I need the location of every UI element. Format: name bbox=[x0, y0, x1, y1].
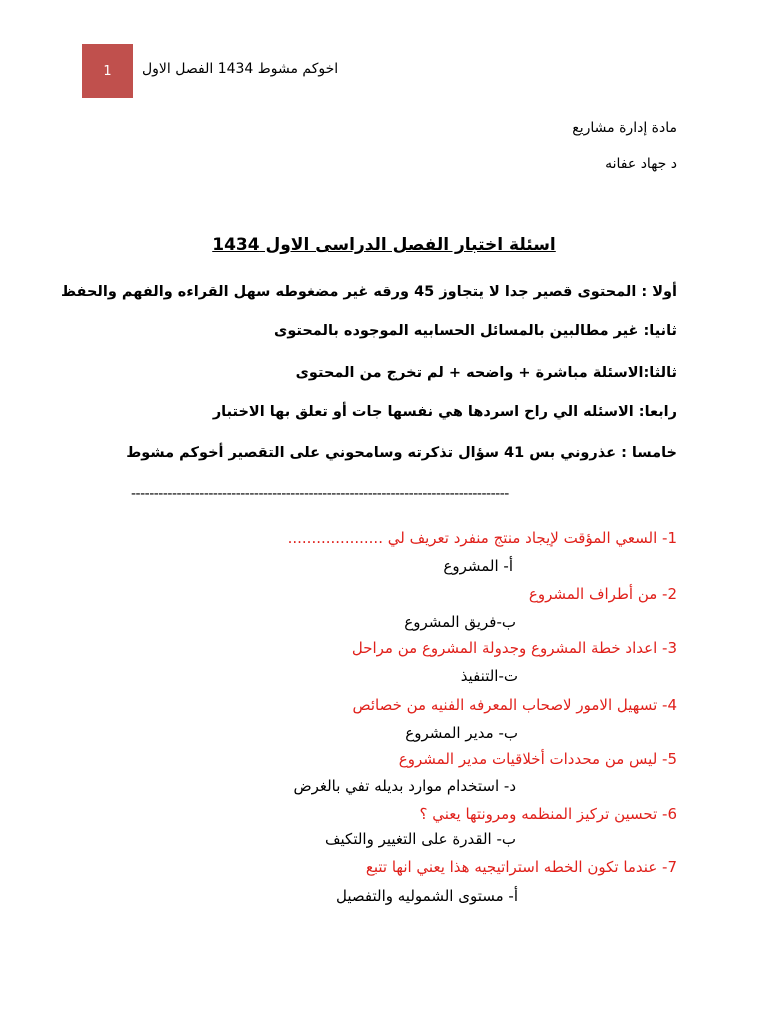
note-5: خامسا : عذروني بس 41 سؤال تذكرته وسامحوني على التقصير أخوكم مشوط bbox=[126, 445, 677, 461]
page-number-badge bbox=[82, 44, 133, 98]
answer-1: أ- المشروع bbox=[443, 557, 513, 575]
exam-title: اسئلة اختبار الفصل الدراسى الاول 1434 bbox=[212, 235, 556, 255]
answer-7: أ- مستوى الشموليه والتفصيل bbox=[336, 887, 518, 905]
answer-5: د- استخدام موارد بديله تفي بالغرض bbox=[293, 777, 516, 795]
note-1: أولا : المحتوى قصير جدا لا يتجاوز 45 ورقه غير مضغوطه سهل القراءه والفهم والحفظ bbox=[61, 284, 677, 300]
course-subject: مادة إدارة مشاريع bbox=[572, 120, 677, 136]
note-3: ثالثا:الاسئلة مباشرة + واضحه + لم تخرج من المحتوى bbox=[295, 365, 677, 381]
answer-3: ت-التنفيذ bbox=[460, 667, 518, 685]
answer-6: ب- القدرة على التغيير والتكيف bbox=[324, 830, 516, 848]
note-4: رابعا: الاسئله الي راح اسردها هي نفسها جات أو تعلق بها الاختبار bbox=[212, 404, 677, 420]
separator-line: ----------------------------------------------------------------------------------- bbox=[131, 486, 509, 502]
note-2: ثانيا: غير مطالبين بالمسائل الحسابيه الموجوده بالمحتوى bbox=[274, 323, 677, 339]
question-3: 3- اعداد خطة المشروع وجدولة المشروع من مراحل bbox=[351, 639, 677, 657]
course-instructor: د جهاد عفانه bbox=[605, 156, 677, 172]
question-2: 2- من أطراف المشروع bbox=[528, 585, 677, 603]
question-6: 6- تحسين تركيز المنظمه ومرونتها يعني ؟ bbox=[419, 805, 677, 823]
header-title: اخوكم مشوط 1434 الفصل الاول bbox=[142, 61, 339, 77]
question-4: 4- تسهيل الامور لاصحاب المعرفه الفنيه من خصائص bbox=[352, 696, 677, 714]
answer-2: ب-فريق المشروع bbox=[404, 613, 516, 631]
page-number: 1 bbox=[103, 63, 112, 79]
question-1: 1- السعي المؤقت لإيجاد منتج منفرد تعريف لي .................... bbox=[287, 529, 677, 547]
answer-4: ب- مدير المشروع bbox=[405, 724, 518, 742]
question-7: 7- عندما تكون الخطه استراتيجيه هذا يعني انها تتبع bbox=[365, 858, 677, 876]
question-5: 5- ليس من محددات أخلاقيات مدير المشروع bbox=[398, 750, 677, 768]
